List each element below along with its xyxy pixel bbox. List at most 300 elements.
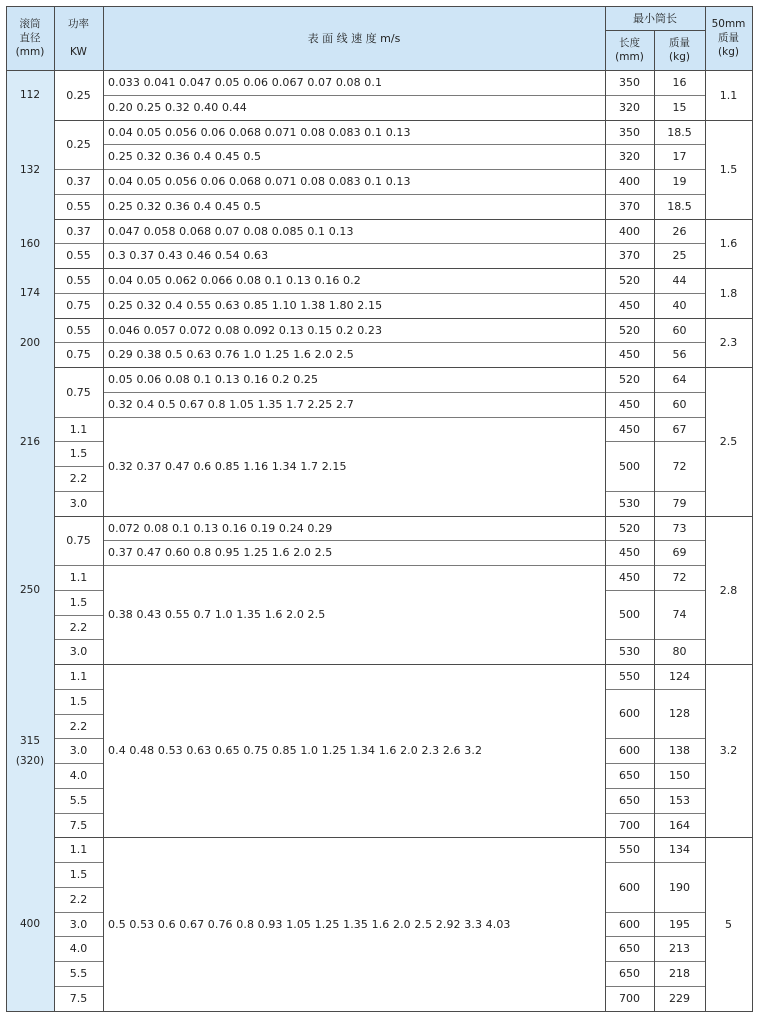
power-cell: [54, 367, 103, 417]
length-cell: [605, 120, 654, 144]
mass-cell: [654, 441, 705, 491]
length-cell: [605, 417, 654, 441]
diameter-cell: [6, 516, 54, 664]
mass-cell: [654, 516, 705, 540]
length-cell: [605, 491, 654, 516]
length-cell: [605, 540, 654, 565]
power-cell: [54, 243, 103, 268]
length-cell-text: 450: [619, 571, 640, 584]
column-divider: [54, 6, 55, 1012]
length-cell: [605, 986, 654, 1011]
column-divider: [103, 6, 104, 1012]
mass-cell: [654, 961, 705, 986]
row-divider: [54, 639, 103, 640]
length-cell-text: 370: [619, 249, 640, 262]
speed-cell-text: 0.29 0.38 0.5 0.63 0.76 1.0 1.25 1.6 2.0 2.5: [108, 348, 354, 361]
row-divider: [54, 565, 103, 566]
length-cell-text: 500: [619, 459, 640, 473]
mass-cell: [654, 342, 705, 367]
header-power: [54, 6, 103, 70]
row-divider: [605, 243, 705, 244]
mass-cell-text: 15: [672, 101, 687, 114]
row-divider: [103, 417, 605, 418]
row-divider: [54, 342, 103, 343]
mass-cell: [654, 144, 705, 169]
diameter-value: 400: [19, 918, 41, 930]
length-cell: [605, 763, 654, 788]
length-cell: [605, 590, 654, 639]
power-cell-text: 0.37: [66, 175, 91, 188]
speed-cell-text: 0.05 0.06 0.08 0.1 0.13 0.16 0.2 0.25: [108, 373, 319, 386]
power-cell: [54, 862, 103, 887]
length-cell-text: 370: [619, 200, 640, 213]
row-divider: [605, 342, 705, 343]
row-divider: [605, 194, 705, 195]
per50-cell: [705, 516, 752, 664]
diameter-cell: [6, 120, 54, 219]
row-divider: [54, 441, 103, 442]
column-divider: [6, 6, 7, 1012]
length-cell-text: 650: [619, 794, 640, 807]
header-min-length-text: 最小筒长: [633, 11, 677, 25]
speed-cell: [103, 95, 610, 120]
row-divider: [54, 293, 103, 294]
length-cell: [605, 169, 654, 194]
power-cell: [54, 417, 103, 441]
length-cell: [605, 813, 654, 837]
mass-cell-text: 229: [669, 992, 690, 1005]
speed-cell: [103, 169, 610, 194]
power-cell-text: 1.1: [69, 843, 88, 856]
length-cell: [605, 738, 654, 763]
row-divider: [605, 639, 705, 640]
mass-cell: [654, 219, 705, 243]
header-diameter-line: (mm): [15, 46, 45, 58]
row-divider: [605, 590, 705, 591]
power-cell: [54, 590, 103, 615]
speed-cell: [103, 144, 610, 169]
power-cell: [54, 639, 103, 664]
mass-cell-text: 56: [672, 348, 687, 361]
length-cell-text: 350: [619, 125, 640, 139]
mass-cell-text: 138: [669, 744, 690, 757]
mass-cell: [654, 95, 705, 120]
length-cell-text: 450: [619, 299, 640, 312]
mass-cell: [654, 936, 705, 961]
power-cell: [54, 169, 103, 194]
mass-cell: [654, 639, 705, 664]
power-cell-text: 0.55: [66, 249, 91, 262]
speed-cell-text: 0.25 0.32 0.36 0.4 0.45 0.5: [108, 150, 262, 163]
power-cell: [54, 837, 103, 862]
mass-cell-text: 150: [669, 769, 690, 782]
diameter-value: 216: [19, 435, 41, 448]
speed-cell-text: 0.04 0.05 0.062 0.066 0.08 0.1 0.13 0.16 0.2: [108, 274, 361, 287]
length-cell-text: 520: [619, 323, 640, 337]
length-cell: [605, 862, 654, 912]
speed-cell: [103, 367, 610, 392]
header-diameter-line: 直径: [19, 32, 41, 44]
row-divider: [6, 70, 752, 71]
row-divider: [103, 392, 605, 393]
row-divider: [605, 491, 705, 492]
power-cell: [54, 813, 103, 837]
speed-cell-text: 0.32 0.4 0.5 0.67 0.8 1.05 1.35 1.7 2.25 2.7: [108, 398, 354, 411]
row-divider: [54, 738, 103, 739]
header-length: [605, 30, 654, 70]
mass-cell-text: 80: [672, 645, 687, 658]
speed-cell: [103, 417, 610, 516]
header-per50-line: (kg): [718, 46, 739, 58]
row-divider: [54, 788, 103, 789]
power-cell: [54, 219, 103, 243]
power-cell: [54, 788, 103, 813]
speed-cell: [103, 664, 610, 837]
length-cell: [605, 516, 654, 540]
mass-cell-text: 128: [669, 707, 690, 720]
power-cell-text: 2.2: [69, 719, 88, 733]
row-divider: [605, 392, 705, 393]
power-cell-text: 2.2: [69, 620, 88, 634]
speed-cell: [103, 293, 610, 318]
row-divider: [605, 986, 705, 987]
length-cell-text: 450: [619, 348, 640, 361]
length-cell: [605, 144, 654, 169]
mass-cell-text: 25: [672, 249, 687, 262]
speed-cell-text: 0.3 0.37 0.43 0.46 0.54 0.63: [108, 249, 269, 262]
speed-cell: [103, 318, 610, 342]
power-cell-text: 0.55: [66, 323, 91, 337]
row-divider: [6, 1011, 752, 1012]
length-cell-text: 450: [619, 422, 640, 436]
mass-cell: [654, 664, 705, 689]
row-divider: [605, 738, 705, 739]
mass-cell-text: 60: [672, 323, 687, 337]
row-divider: [605, 169, 705, 170]
row-divider: [605, 565, 705, 566]
mass-cell-text: 153: [669, 794, 690, 807]
speed-cell-text: 0.047 0.058 0.068 0.07 0.08 0.085 0.1 0.13: [108, 224, 354, 238]
length-cell-text: 600: [619, 744, 640, 757]
length-cell-text: 450: [619, 398, 640, 411]
row-divider: [605, 763, 705, 764]
mass-cell: [654, 738, 705, 763]
speed-cell-text: 0.04 0.05 0.056 0.06 0.068 0.071 0.08 0.083 0.1 0.13: [108, 175, 411, 188]
diameter-cell: [6, 318, 54, 367]
power-cell-text: 0.75: [66, 534, 91, 547]
power-cell: [54, 961, 103, 986]
length-cell-text: 600: [619, 880, 640, 894]
per50-cell-text: 2.8: [719, 583, 738, 597]
length-cell-text: 650: [619, 967, 640, 980]
mass-cell-text: 72: [672, 571, 687, 584]
length-cell: [605, 664, 654, 689]
column-divider: [752, 6, 753, 1012]
mass-cell-text: 195: [669, 917, 690, 931]
mass-cell-text: 64: [672, 373, 687, 386]
speed-cell-text: 0.38 0.43 0.55 0.7 1.0 1.35 1.6 2.0 2.5: [108, 608, 326, 621]
mass-cell: [654, 788, 705, 813]
power-cell: [54, 936, 103, 961]
row-divider: [103, 540, 605, 541]
mass-cell: [654, 120, 705, 144]
row-divider: [605, 689, 705, 690]
header-mass: [654, 30, 705, 70]
per50-cell: [705, 664, 752, 837]
mass-cell: [654, 491, 705, 516]
power-cell: [54, 763, 103, 788]
diameter-line: 315: [19, 734, 41, 747]
mass-cell-text: 72: [672, 459, 687, 473]
mass-cell: [654, 837, 705, 862]
length-cell-text: 700: [619, 818, 640, 832]
header-power-line: 功率: [68, 18, 89, 30]
power-cell-text: 1.5: [69, 695, 88, 708]
row-divider: [54, 936, 103, 937]
diameter-cell: [6, 664, 54, 837]
header-per50: [705, 6, 752, 70]
diameter-cell: [6, 367, 54, 516]
length-cell-text: 650: [619, 942, 640, 955]
speed-cell-text: 0.32 0.37 0.47 0.6 0.85 1.16 1.34 1.7 2.15: [108, 460, 347, 473]
row-divider: [605, 912, 705, 913]
row-divider: [605, 144, 705, 145]
per50-cell-text: 1.1: [719, 88, 738, 102]
power-cell-text: 0.25: [66, 138, 91, 151]
row-divider: [103, 194, 605, 195]
mass-cell-text: 164: [669, 818, 690, 832]
per50-cell-text: 5: [725, 917, 732, 931]
length-cell-text: 350: [619, 76, 640, 89]
power-cell-text: 3.0: [69, 744, 88, 757]
mass-cell-text: 213: [669, 942, 690, 955]
length-cell-text: 600: [619, 917, 640, 931]
power-cell: [54, 615, 103, 639]
length-cell: [605, 367, 654, 392]
speed-cell: [103, 392, 610, 417]
row-divider: [54, 491, 103, 492]
speed-cell-text: 0.25 0.32 0.4 0.55 0.63 0.85 1.10 1.38 1.80 2.15: [108, 299, 383, 312]
row-divider: [6, 6, 752, 7]
per50-cell: [705, 268, 752, 318]
length-cell: [605, 243, 654, 268]
mass-cell-text: 190: [669, 880, 690, 894]
per50-cell-text: 1.6: [719, 237, 738, 250]
length-cell-text: 520: [619, 274, 640, 287]
power-cell: [54, 441, 103, 466]
speed-cell: [103, 837, 610, 1011]
power-cell-text: 0.55: [66, 274, 91, 287]
diameter-cell: [6, 837, 54, 1011]
length-cell: [605, 912, 654, 936]
length-cell: [605, 689, 654, 738]
row-divider: [605, 293, 705, 294]
length-cell: [605, 318, 654, 342]
power-cell: [54, 70, 103, 120]
length-cell: [605, 788, 654, 813]
power-cell: [54, 120, 103, 169]
row-divider: [605, 95, 705, 96]
power-cell: [54, 738, 103, 763]
diameter-value: 200: [19, 336, 41, 349]
speed-cell: [103, 540, 610, 565]
mass-cell-text: 218: [669, 967, 690, 980]
mass-cell-text: 79: [672, 497, 687, 510]
mass-cell: [654, 862, 705, 912]
row-divider: [103, 169, 605, 170]
per50-cell: [705, 318, 752, 367]
mass-cell-text: 60: [672, 398, 687, 411]
mass-cell-text: 18.5: [667, 200, 692, 213]
mass-cell-text: 73: [672, 521, 687, 535]
row-divider: [54, 243, 103, 244]
row-divider: [54, 887, 103, 888]
mass-cell-text: 19: [672, 175, 687, 188]
power-cell-text: 4.0: [69, 942, 88, 955]
mass-cell: [654, 912, 705, 936]
per50-cell-text: 2.5: [719, 435, 738, 448]
speed-cell: [103, 219, 610, 243]
row-divider: [605, 936, 705, 937]
per50-cell: [705, 367, 752, 516]
row-divider: [605, 961, 705, 962]
per50-cell: [705, 70, 752, 120]
speed-cell: [103, 243, 610, 268]
mass-cell: [654, 293, 705, 318]
mass-cell-text: 74: [672, 608, 687, 621]
length-cell-text: 520: [619, 373, 640, 386]
row-divider: [103, 243, 605, 244]
power-cell-text: 7.5: [69, 992, 88, 1005]
row-divider: [54, 763, 103, 764]
row-divider: [103, 293, 605, 294]
row-divider: [605, 788, 705, 789]
per50-cell-text: 1.8: [719, 286, 738, 300]
power-cell-text: 1.1: [69, 422, 88, 436]
mass-cell: [654, 590, 705, 639]
row-divider: [54, 466, 103, 467]
length-cell: [605, 219, 654, 243]
row-divider: [103, 565, 605, 566]
length-cell-text: 550: [619, 670, 640, 683]
per50-cell: [705, 219, 752, 268]
length-cell-text: 650: [619, 769, 640, 782]
column-divider: [605, 6, 606, 1012]
mass-cell-text: 17: [672, 150, 687, 163]
speed-cell: [103, 194, 610, 219]
mass-cell: [654, 268, 705, 293]
row-divider: [605, 417, 705, 418]
header-length-line: (mm): [615, 51, 644, 63]
row-divider: [103, 95, 605, 96]
row-divider: [54, 912, 103, 913]
power-cell-text: 3.0: [69, 645, 88, 658]
length-cell: [605, 342, 654, 367]
diameter-line: (320): [15, 754, 45, 767]
mass-cell-text: 44: [672, 274, 687, 287]
speed-cell: [103, 120, 610, 144]
row-divider: [54, 615, 103, 616]
diameter-cell: [6, 268, 54, 318]
power-cell-text: 1.1: [69, 571, 88, 584]
row-divider: [103, 342, 605, 343]
power-cell-text: 3.0: [69, 917, 88, 931]
length-cell: [605, 441, 654, 491]
diameter-value: 160: [19, 237, 41, 250]
power-cell: [54, 664, 103, 689]
header-diameter-line: 滚筒: [19, 18, 41, 30]
diameter-value: 132: [19, 163, 41, 176]
per50-cell: [705, 120, 752, 219]
header-mass-line: (kg): [669, 51, 690, 63]
mass-cell: [654, 194, 705, 219]
speed-cell-text: 0.4 0.48 0.53 0.63 0.65 0.75 0.85 1.0 1.25 1.34 1.6 2.0 2.3 2.6 3.2: [108, 744, 483, 757]
per50-cell-text: 1.5: [719, 163, 738, 176]
speed-cell-text: 0.5 0.53 0.6 0.67 0.76 0.8 0.93 1.05 1.25 1.35 1.6 2.0 2.5 2.92 3.3 4.03: [108, 917, 511, 931]
power-cell-text: 1.5: [69, 447, 88, 460]
length-cell-text: 700: [619, 992, 640, 1005]
length-cell-text: 450: [619, 546, 640, 559]
power-cell-text: 4.0: [69, 769, 88, 782]
speed-cell-text: 0.25 0.32 0.36 0.4 0.45 0.5: [108, 200, 262, 213]
mass-cell: [654, 813, 705, 837]
speed-cell-text: 0.37 0.47 0.60 0.8 0.95 1.25 1.6 2.0 2.5: [108, 546, 333, 559]
mass-cell-text: 40: [672, 299, 687, 312]
power-cell-text: 0.75: [66, 385, 91, 399]
length-cell: [605, 392, 654, 417]
diameter-value: 174: [19, 287, 41, 299]
diameter-value: 112: [19, 89, 41, 101]
length-cell: [605, 95, 654, 120]
length-cell-text: 600: [619, 707, 640, 720]
power-cell-text: 3.0: [69, 497, 88, 510]
power-cell-text: 2.2: [69, 893, 88, 906]
mass-cell: [654, 565, 705, 590]
power-cell: [54, 342, 103, 367]
power-cell: [54, 887, 103, 912]
mass-cell: [654, 318, 705, 342]
power-cell-text: 5.5: [69, 794, 88, 807]
length-cell: [605, 194, 654, 219]
row-divider: [605, 30, 705, 31]
per50-cell: [705, 837, 752, 1011]
mass-cell: [654, 689, 705, 738]
mass-cell-text: 26: [672, 224, 687, 238]
row-divider: [54, 862, 103, 863]
mass-cell: [654, 392, 705, 417]
mass-cell: [654, 243, 705, 268]
header-length-line: 长度: [619, 37, 640, 49]
row-divider: [54, 986, 103, 987]
power-cell-text: 0.75: [66, 299, 91, 312]
row-divider: [54, 194, 103, 195]
mass-cell-text: 67: [672, 422, 687, 436]
header-per50-line: 质量: [718, 32, 739, 44]
power-cell: [54, 986, 103, 1011]
row-divider: [605, 441, 705, 442]
mass-cell-text: 69: [672, 546, 687, 559]
column-divider: [654, 30, 655, 1012]
mass-cell-text: 16: [672, 76, 687, 89]
speed-cell-text: 0.072 0.08 0.1 0.13 0.16 0.19 0.24 0.29: [108, 521, 333, 535]
mass-cell: [654, 986, 705, 1011]
speed-cell-text: 0.20 0.25 0.32 0.40 0.44: [108, 101, 247, 114]
header-min-length: [605, 6, 705, 30]
mass-cell: [654, 763, 705, 788]
power-cell: [54, 491, 103, 516]
power-cell: [54, 268, 103, 293]
speed-cell-text: 0.046 0.057 0.072 0.08 0.092 0.13 0.15 0.2 0.23: [108, 323, 383, 337]
